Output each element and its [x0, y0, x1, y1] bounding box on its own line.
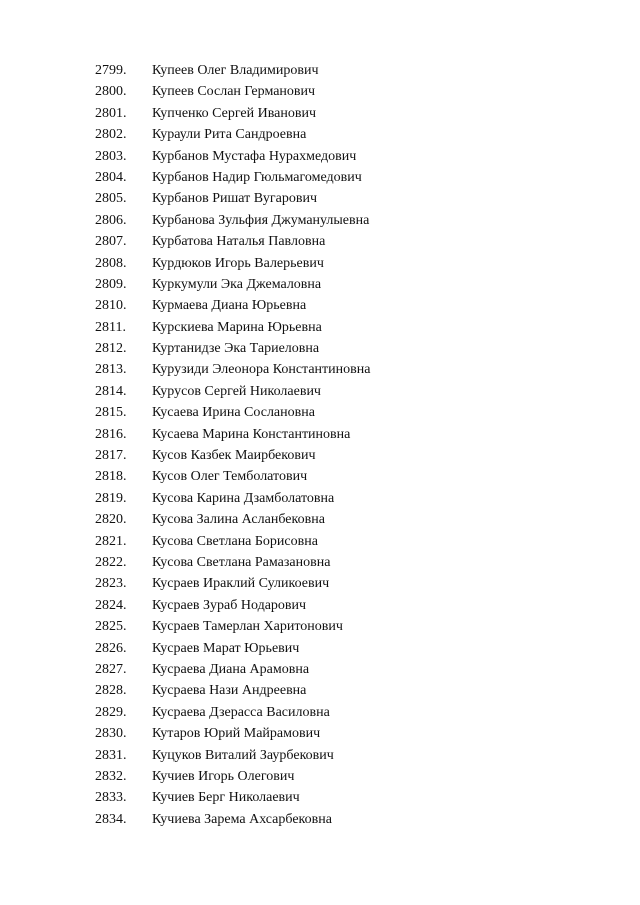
list-item [0, 167, 640, 188]
list-item [0, 124, 640, 145]
entry-name: Кусов Казбек Маирбекович [152, 448, 316, 464]
entry-name: Кусова Светлана Рамазановна [152, 554, 331, 570]
entry-number: 2803. [95, 148, 127, 164]
entry-name: Кутаров Юрий Майрамович [152, 726, 321, 742]
entry-number: 2819. [95, 490, 127, 506]
list-item [0, 295, 640, 316]
entry-name: Курусов Сергей Николаевич [152, 383, 321, 399]
entry-name: Кусаева Ирина Сослановна [152, 405, 315, 421]
entry-number: 2802. [95, 127, 127, 143]
list-item [0, 424, 640, 445]
entry-name: Купеев Сослан Германович [152, 84, 316, 100]
entry-name: Кусаева Марина Константиновна [152, 426, 351, 442]
list-item [0, 402, 640, 423]
entry-name: Курбатова Наталья Павловна [152, 234, 326, 250]
entry-name: Кусраева Дзерасса Василовна [152, 704, 330, 720]
entry-number: 2823. [95, 576, 127, 592]
entry-number: 2808. [95, 255, 127, 271]
numbered-name-list [0, 60, 640, 830]
list-item [0, 81, 640, 102]
entry-name: Курбанова Зульфия Джуманулыевна [152, 212, 370, 228]
list-item [0, 659, 640, 680]
list-item [0, 338, 640, 359]
list-item [0, 381, 640, 402]
entry-number: 2810. [95, 298, 127, 314]
list-item [0, 616, 640, 637]
entry-number: 2821. [95, 533, 127, 549]
list-item [0, 680, 640, 701]
entry-number: 2818. [95, 469, 127, 485]
entry-number: 2815. [95, 405, 127, 421]
entry-name: Кусраева Нази Андреевна [152, 683, 307, 699]
entry-number: 2807. [95, 234, 127, 250]
entry-number: 2817. [95, 448, 127, 464]
entry-number: 2828. [95, 683, 127, 699]
list-item [0, 745, 640, 766]
entry-name: Курмаева Диана Юрьевна [152, 298, 307, 314]
entry-number: 2831. [95, 747, 127, 763]
entry-number: 2829. [95, 704, 127, 720]
entry-name: Курбанов Ришат Вугарович [152, 191, 318, 207]
entry-number: 2799. [95, 63, 127, 78]
list-item [0, 509, 640, 530]
list-item [0, 188, 640, 209]
list-item [0, 702, 640, 723]
entry-number: 2827. [95, 661, 127, 677]
entry-number: 2813. [95, 362, 127, 378]
entry-number: 2825. [95, 619, 127, 635]
list-item [0, 274, 640, 295]
entry-name: Кусраев Ираклий Суликоевич [152, 576, 330, 592]
entry-name: Кусраев Марат Юрьевич [152, 640, 300, 656]
entry-name: Куртанидзе Эка Тариеловна [152, 341, 320, 357]
list-item [0, 317, 640, 338]
entry-number: 2804. [95, 169, 127, 185]
list-item [0, 359, 640, 380]
entry-name: Кусраев Тамерлан Харитонович [152, 619, 343, 635]
entry-name: Куркумули Эка Джемаловна [152, 276, 322, 292]
entry-name: Кусова Залина Асланбековна [152, 512, 325, 528]
list-item [0, 552, 640, 573]
list-item [0, 253, 640, 274]
list-item [0, 60, 640, 81]
list-item [0, 445, 640, 466]
entry-number: 2805. [95, 191, 127, 207]
entry-name: Курскиева Марина Юрьевна [152, 319, 322, 335]
entry-name: Кусов Олег Темболатович [152, 469, 308, 485]
entry-name: Курбанов Надир Гюльмагомедович [152, 169, 362, 185]
entry-name: Кусраев Зураб Нодарович [152, 597, 307, 613]
entry-number: 2806. [95, 212, 127, 228]
entry-number: 2812. [95, 341, 127, 357]
entry-name: Курбанов Мустафа Нурахмедович [152, 148, 357, 164]
list-item [0, 595, 640, 616]
entry-number: 2814. [95, 383, 127, 399]
entry-number: 2826. [95, 640, 127, 656]
entry-number: 2834. [95, 811, 127, 827]
entry-number: 2822. [95, 554, 127, 570]
list-item [0, 210, 640, 231]
entry-number: 2830. [95, 726, 127, 742]
list-item [0, 231, 640, 252]
entry-name: Кучиев Игорь Олегович [152, 768, 295, 784]
list-item [0, 766, 640, 787]
list-item [0, 488, 640, 509]
entry-name: Кусова Светлана Борисовна [152, 533, 318, 549]
entry-name: Кусова Карина Дзамболатовна [152, 490, 335, 506]
list-item [0, 103, 640, 124]
entry-number: 2801. [95, 105, 127, 121]
entry-name: Кураули Рита Сандроевна [152, 127, 307, 143]
entry-name: Купченко Сергей Иванович [152, 105, 316, 121]
entry-number: 2833. [95, 790, 127, 806]
list-item [0, 723, 640, 744]
entry-name: Кучиев Берг Николаевич [152, 790, 300, 806]
entry-name: Курузиди Элеонора Константиновна [152, 362, 371, 378]
entry-number: 2824. [95, 597, 127, 613]
list-item [0, 573, 640, 594]
entry-name: Кучиева Зарема Ахсарбековна [152, 811, 332, 827]
entry-name: Купеев Олег Владимирович [152, 63, 319, 78]
entry-number: 2816. [95, 426, 127, 442]
list-item [0, 466, 640, 487]
entry-number: 2809. [95, 276, 127, 292]
list-item [0, 638, 640, 659]
entry-name: Курдюков Игорь Валерьевич [152, 255, 324, 271]
entry-name: Куцуков Виталий Заурбекович [152, 747, 334, 763]
list-item [0, 146, 640, 167]
list-item [0, 809, 640, 830]
entry-number: 2820. [95, 512, 127, 528]
entry-number: 2800. [95, 84, 127, 100]
list-item [0, 787, 640, 808]
entry-number: 2832. [95, 768, 127, 784]
entry-name: Кусраева Диана Арамовна [152, 661, 310, 677]
entry-number: 2811. [95, 319, 126, 335]
list-item [0, 531, 640, 552]
